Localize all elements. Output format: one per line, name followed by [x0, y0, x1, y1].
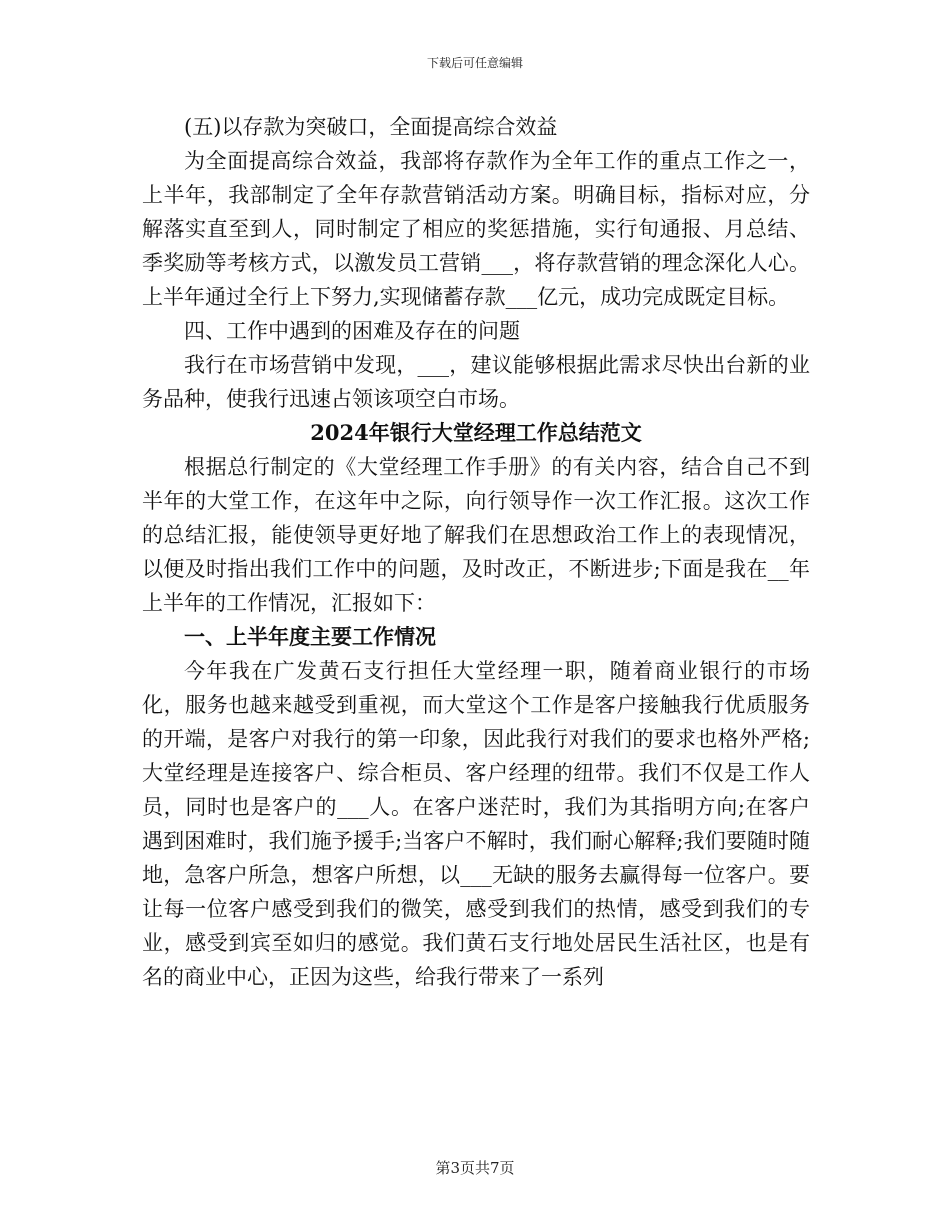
page-header-note: 下载后可任意编辑 — [426, 56, 523, 70]
document-title: 2024年银行大堂经理工作总结范文 — [310, 420, 642, 445]
document-body — [142, 110, 810, 994]
paragraph-main-work: 今年我在广发黄石支行担任大堂经理一职，随着商业银行的市场化，服务也越来越受到重视，而大堂这个工作是客户接触我行优质服务的开端，是客户对我行的第一印象，因此我行对我们的要求也格外严格;大堂经理是连接客户、综合柜员、客户经理的纽带。我们不仅是工作人员，同时也是客户的___人。在客户迷茫时，我们为其指明方向;在客户遇到困难时，我们施予援手;当客户不解时，我们耐心解释;我们要随时随地，急客户所急，想客户所想，以___无缺的服务去赢得每一位客户。要让每一位客户感受到我们的微笑，感受到我们的热情，感受到我们的专业，感受到宾至如归的感觉。我们黄石支行地处居民生活社区，也是有名的商业中心，正因为这些，给我行带来了一系列 — [142, 659, 810, 989]
page-footer-page-number: 第3页共7页 — [435, 1159, 515, 1177]
paragraph-heading-five: (五)以存款为突破口，全面提高综合效益 — [184, 115, 558, 139]
paragraph-deposit-marketing: 为全面提高综合效益，我部将存款作为全年工作的重点工作之一，上半年，我部制定了全年存款营销活动方案。明确目标，指标对应，分解落实直至到人，同时制定了相应的奖惩措施，实行旬通报、月总结、季奖励等考核方式，以激发员工营销___，将存款营销的理念深化人心。上半年通过全行上下努力,实现储蓄存款___亿元，成功完成既定目标。 — [142, 149, 810, 309]
paragraph-market-findings: 我行在市场营销中发现，___，建议能够根据此需求尽快出台新的业务品种，使我行迅速占领该项空白市场。 — [142, 353, 810, 411]
section-heading-one: 一、上半年度主要工作情况 — [184, 624, 436, 649]
paragraph-intro: 根据总行制定的《大堂经理工作手册》的有关内容，结合自己不到半年的大堂工作，在这年中之际，向行领导作一次工作汇报。这次工作的总结汇报，能使领导更好地了解我们在思想政治工作上的表现情况，以便及时指出我们工作中的问题，及时改正，不断进步;下面是我在__年上半年的工作情况，汇报如下： — [142, 455, 810, 615]
paragraph-heading-four: 四、工作中遇到的困难及存在的问题 — [184, 319, 520, 343]
